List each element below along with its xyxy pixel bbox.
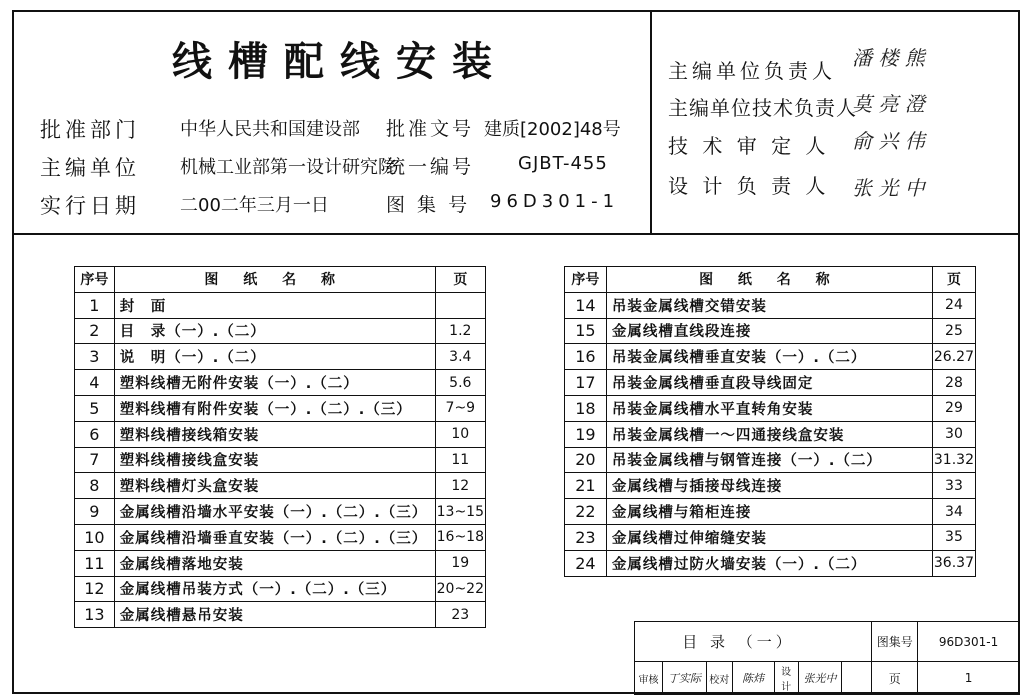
toc-row-number: 1 [75,292,115,318]
review-signature: 丁实际 [662,662,706,695]
toc-row-number: 4 [75,370,115,396]
toc-row-page: 34 [932,499,975,525]
meta-value-approval-dept: 中华人民共和国建设部 [180,119,360,140]
atlas-no-value: 96D301-1 [918,622,1020,662]
toc-row-page: 1.2 [435,318,485,344]
signature-reviewer: 俞 兴 伟 [852,129,925,153]
toc-row-number: 9 [75,499,115,525]
meta-value-chief-unit: 机械工业部第一设计研究院 [180,157,396,178]
toc-row-number: 10 [75,524,115,550]
toc-row-number: 22 [565,499,607,525]
toc-row [75,602,486,628]
toc-header-row [565,267,976,293]
toc-row-page: 10 [435,421,485,447]
toc-header-no: 序号 [75,267,115,293]
toc-row-number: 5 [75,395,115,421]
toc-row-title: 塑料线槽灯头盒安装 [114,473,435,499]
toc-row-title: 吊装金属线槽垂直段导线固定 [606,370,932,396]
toc-row-page: 7~9 [435,395,485,421]
toc-table-right [564,266,976,577]
toc-row-page: 25 [932,318,975,344]
toc-row-title: 金属线槽与箱柜连接 [606,499,932,525]
toc-row [75,344,486,370]
meta-label-atlas-no: 图 集 号 [386,194,471,216]
toc-row-title: 吊装金属线槽交错安装 [606,292,932,318]
toc-header-no: 序号 [565,267,607,293]
toc-row-title: 金属线槽过伸缩缝安装 [606,524,932,550]
toc-row [565,447,976,473]
toc-row-page: 11 [435,447,485,473]
signature-design: 张 光 中 [852,176,925,200]
toc-row-number: 14 [565,292,607,318]
toc-row-page: 16~18 [435,524,485,550]
toc-row-title: 塑料线槽接线箱安装 [114,421,435,447]
toc-row [75,421,486,447]
toc-row [565,344,976,370]
toc-row-page: 13~15 [435,499,485,525]
toc-row-page: 12 [435,473,485,499]
page-number: 1 [918,662,1020,695]
toc-row-page: 5.6 [435,370,485,396]
toc-row-number: 23 [565,524,607,550]
toc-row [75,447,486,473]
meta-value-atlas-no: 96D301-1 [490,191,620,212]
toc-row [565,318,976,344]
toc-row-number: 3 [75,344,115,370]
toc-row [565,395,976,421]
toc-row [565,473,976,499]
resp-role-design: 设 计 负 责 人 [668,174,830,198]
toc-row-page: 33 [932,473,975,499]
toc-row-title: 塑料线槽有附件安装（一）.（二）.（三） [114,395,435,421]
toc-row [75,524,486,550]
toc-row-title: 塑料线槽接线盒安装 [114,447,435,473]
check-label: 校对 [706,662,732,695]
signature-tech: 莫 亮 澄 [852,92,925,116]
toc-row-page: 19 [435,550,485,576]
toc-row-title: 金属线槽落地安装 [114,550,435,576]
toc-row [75,499,486,525]
toc-row-page [435,292,485,318]
toc-row [75,292,486,318]
toc-row-number: 8 [75,473,115,499]
page-title: 线槽配线安装 [172,38,508,85]
toc-row [75,473,486,499]
signature-chief-unit: 潘 楼 熊 [852,46,925,70]
toc-row-page: 35 [932,524,975,550]
toc-row-page: 26.27 [932,344,975,370]
toc-row-number: 13 [75,602,115,628]
toc-row-title: 目 录（一）.（二） [114,318,435,344]
atlas-no-label: 图集号 [872,622,918,662]
toc-row [565,292,976,318]
toc-row-number: 12 [75,576,115,602]
meta-label-unified-no: 统一编号 [386,156,475,178]
toc-row-title: 金属线槽吊装方式（一）.（二）.（三） [114,576,435,602]
resp-role-tech: 主编单位技术负责人 [668,96,857,120]
meta-value-effective-date: 二00二年三月一日 [180,195,329,216]
design-signature: 张光中 [798,662,842,695]
title-block [634,621,1020,695]
toc-row-title: 封 面 [114,292,435,318]
toc-row-number: 20 [565,447,607,473]
toc-row-page: 31.32 [932,447,975,473]
toc-row-title: 吊装金属线槽一～四通接线盒安装 [606,421,932,447]
toc-row-title: 金属线槽悬吊安装 [114,602,435,628]
toc-row-number: 2 [75,318,115,344]
toc-header-name: 图 纸 名 称 [114,267,435,293]
header-vertical-divider [650,10,652,233]
resp-role-chief-unit: 主编单位负责人 [668,59,836,83]
toc-row-title: 金属线槽沿墙垂直安装（一）.（二）.（三） [114,524,435,550]
toc-row-title: 金属线槽过防火墙安装（一）.（二） [606,550,932,576]
toc-header-name: 图 纸 名 称 [606,267,932,293]
toc-header-page: 页 [932,267,975,293]
header-divider [12,233,1020,235]
toc-row [565,550,976,576]
meta-value-approval-no: 建质[2002]48号 [484,119,621,140]
toc-row-title: 吊装金属线槽与钢管连接（一）.（二） [606,447,932,473]
meta-label-effective-date: 实行日期 [40,194,140,218]
toc-table-left [74,266,486,628]
sheet-title: 目 录 （一） [635,622,842,662]
toc-row [565,370,976,396]
toc-header-page: 页 [435,267,485,293]
toc-row-number: 6 [75,421,115,447]
meta-value-unified-no: GJBT-455 [518,153,608,174]
design-label: 设计 [774,662,798,695]
toc-row-title: 金属线槽直线段连接 [606,318,932,344]
toc-row [75,550,486,576]
toc-row [75,395,486,421]
toc-row [75,318,486,344]
page-label: 页 [872,662,918,695]
toc-row-number: 18 [565,395,607,421]
toc-row [565,524,976,550]
toc-row-page: 36.37 [932,550,975,576]
toc-row-title: 吊装金属线槽水平直转角安装 [606,395,932,421]
toc-row-number: 7 [75,447,115,473]
toc-row-title: 塑料线槽无附件安装（一）.（二） [114,370,435,396]
toc-row-number: 17 [565,370,607,396]
toc-row-page: 20~22 [435,576,485,602]
toc-row-number: 16 [565,344,607,370]
toc-row-title: 说 明（一）.（二） [114,344,435,370]
toc-row-page: 3.4 [435,344,485,370]
toc-row-number: 24 [565,550,607,576]
toc-row-number: 21 [565,473,607,499]
toc-row [75,576,486,602]
toc-row-title: 吊装金属线槽垂直安装（一）.（二） [606,344,932,370]
toc-row [565,499,976,525]
toc-row-number: 15 [565,318,607,344]
toc-row-page: 30 [932,421,975,447]
meta-label-chief-unit: 主编单位 [40,156,140,180]
toc-row [75,370,486,396]
check-signature: 陈炜 [732,662,774,695]
toc-row-title: 金属线槽与插接母线连接 [606,473,932,499]
toc-row-title: 金属线槽沿墙水平安装（一）.（二）.（三） [114,499,435,525]
meta-label-approval-no: 批准文号 [386,118,475,140]
resp-role-reviewer: 技 术 审 定 人 [668,134,830,158]
toc-row-page: 28 [932,370,975,396]
review-label: 审核 [635,662,663,695]
toc-row-number: 19 [565,421,607,447]
toc-header-row [75,267,486,293]
toc-row-page: 29 [932,395,975,421]
toc-row-page: 24 [932,292,975,318]
toc-row-page: 23 [435,602,485,628]
meta-label-approval-dept: 批准部门 [40,118,140,142]
toc-row-number: 11 [75,550,115,576]
toc-row [565,421,976,447]
